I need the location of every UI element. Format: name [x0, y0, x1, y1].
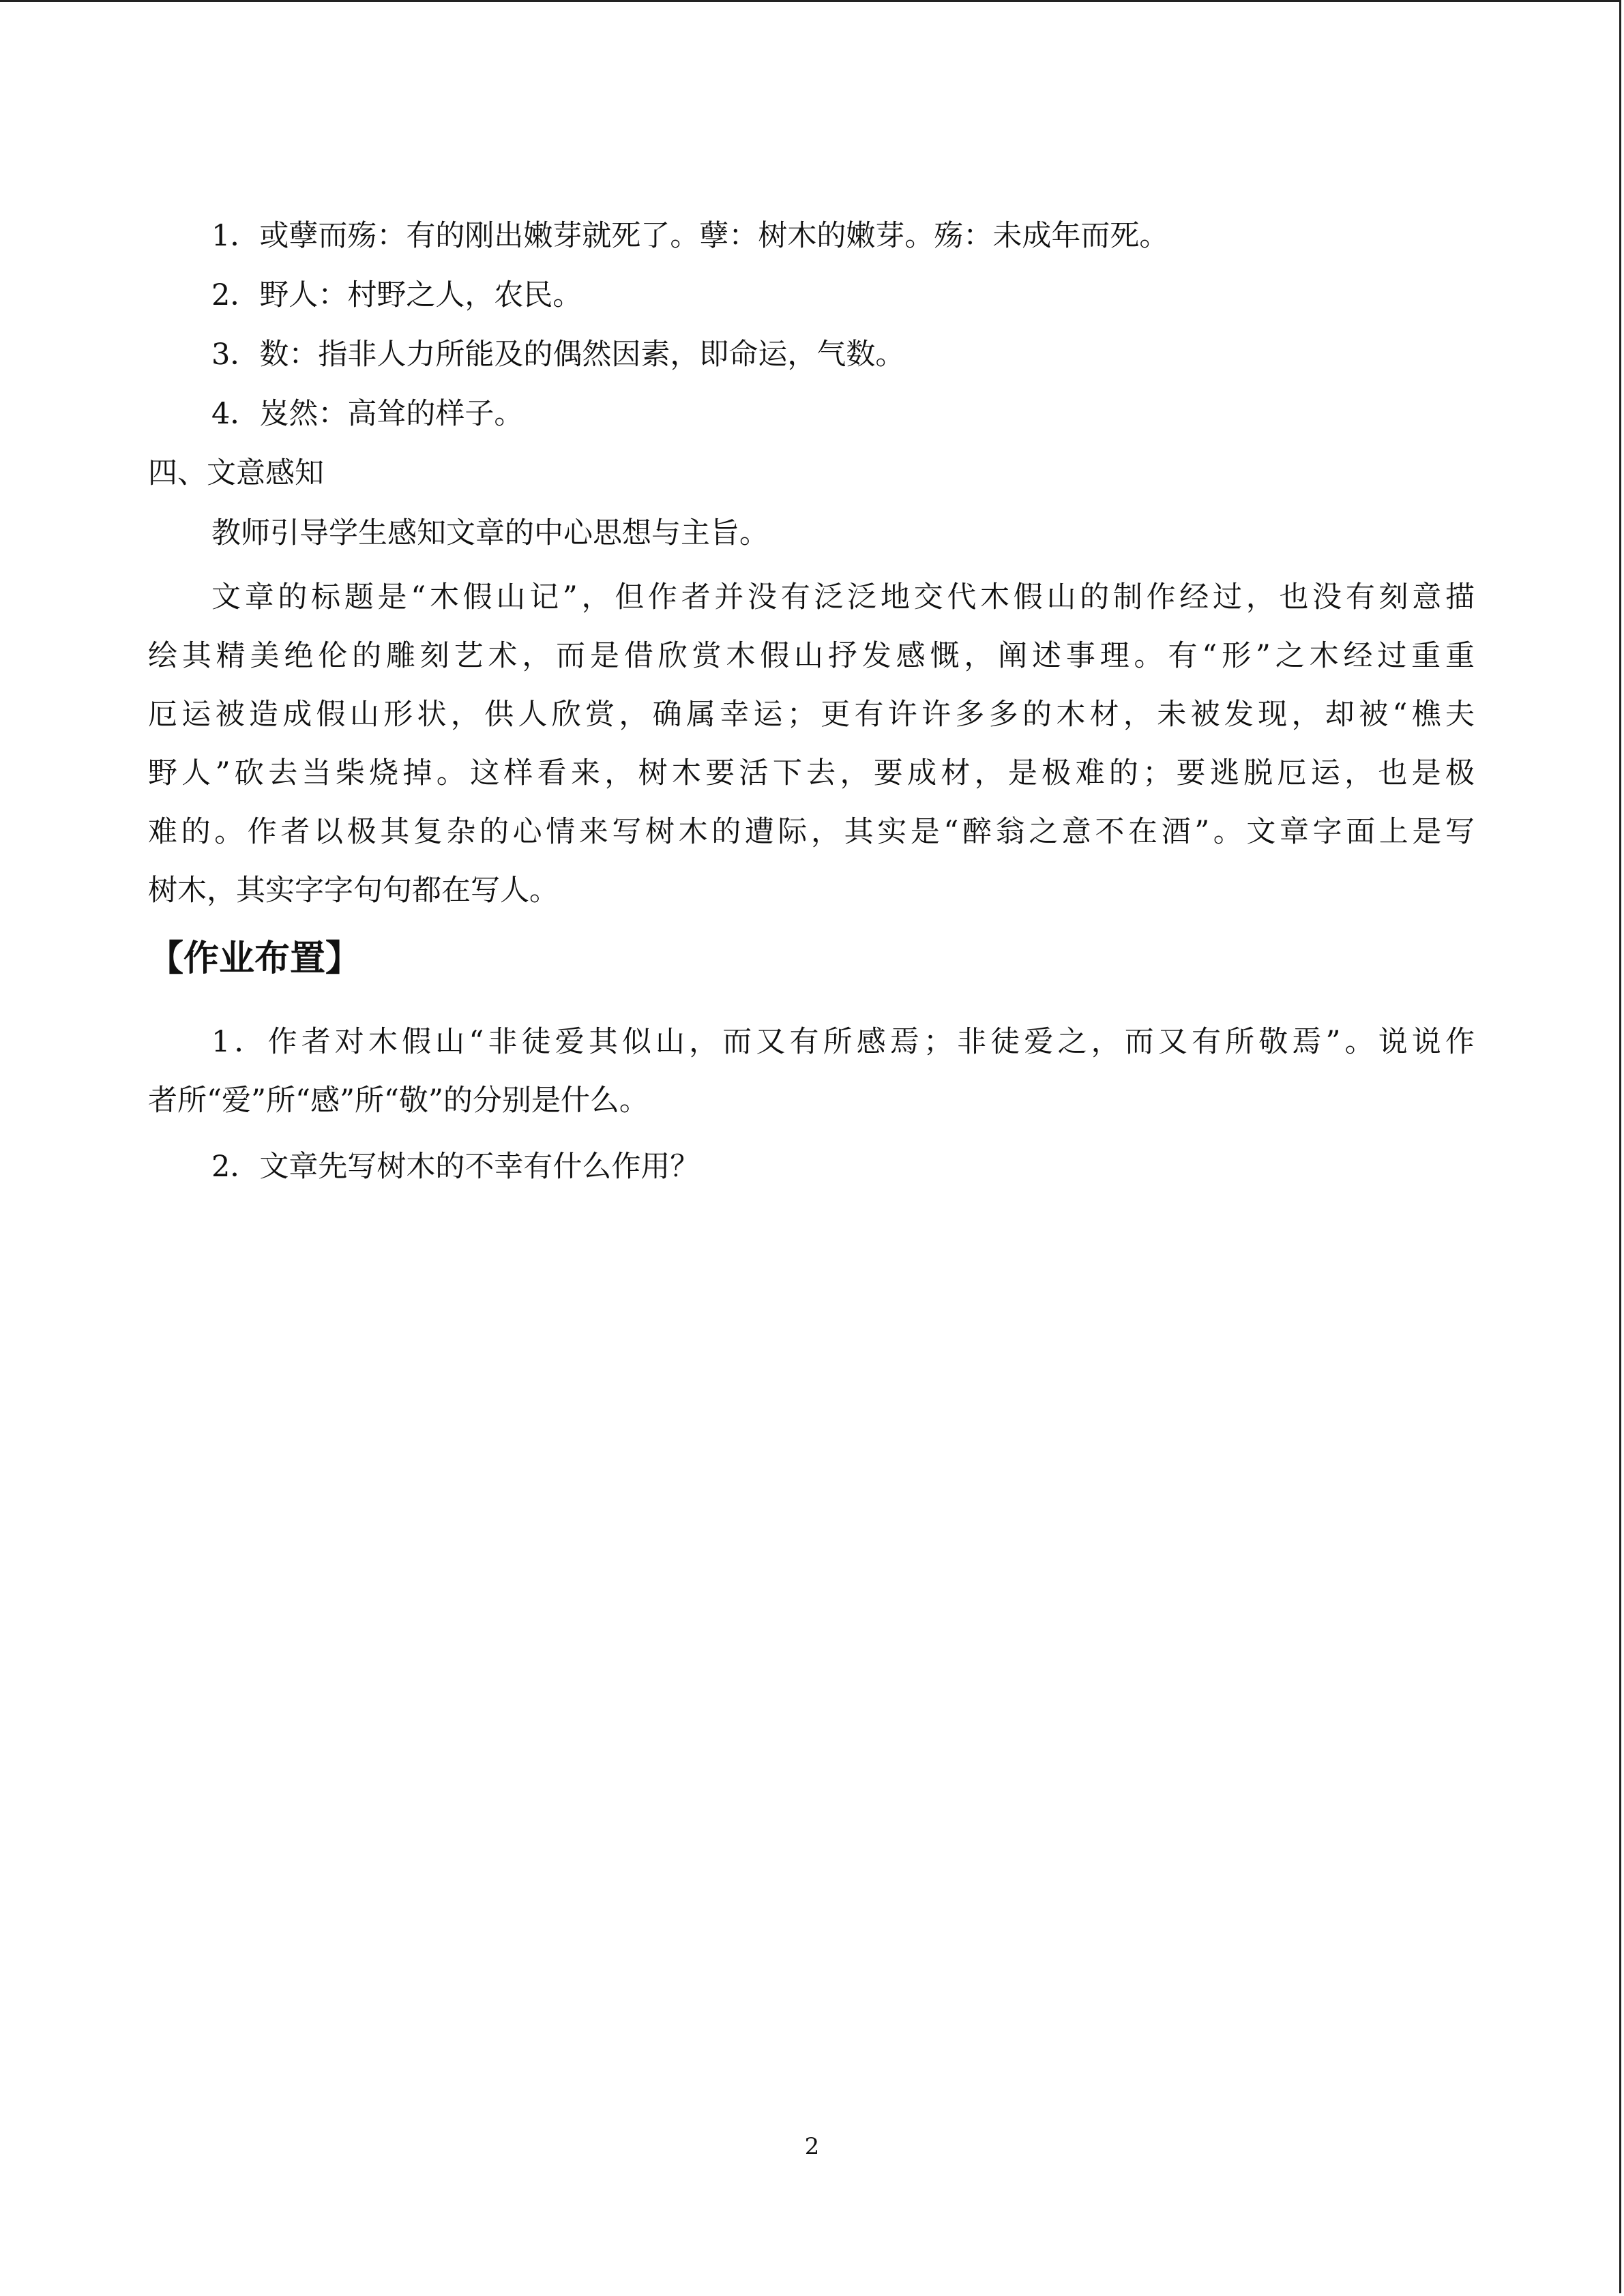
paragraph-line: 难的。作者以极其复杂的心情来写树木的遭际，其实是“醉翁之意不在酒”。文章字面上是写 [148, 815, 1475, 849]
note-1: 1．或孽而殇：有的刚出嫩芽就死了。孽：树木的嫩芽。殇：未成年而死。 [211, 219, 1169, 253]
paragraph-line: 绘其精美绝伦的雕刻艺术，而是借欣赏木假山抒发感慨，阐述事理。有“形”之木经过重重 [148, 639, 1475, 673]
paragraph-line: 文章的标题是“木假山记”，但作者并没有泛泛地交代木假山的制作经过，也没有刻意描 [211, 580, 1475, 614]
paragraph-line: 厄运被造成假山形状，供人欣赏，确属幸运；更有许许多多的木材，未被发现，却被“樵夫 [148, 698, 1475, 732]
homework-question-2: 2．文章先写树木的不幸有什么作用？ [211, 1150, 700, 1184]
homework-question-1-cont: 者所“爱”所“感”所“敬”的分别是什么。 [148, 1084, 649, 1118]
paragraph-line: 野人”砍去当柴烧掉。这样看来，树木要活下去，要成材，是极难的；要逃脱厄运，也是极 [148, 756, 1475, 790]
paragraph-line: 树木，其实字字句句都在写人。 [148, 874, 559, 908]
section-heading: 四、文意感知 [148, 456, 324, 490]
homework-question-1: 1．作者对木假山“非徒爱其似山，而又有所感焉；非徒爱之，而又有所敬焉”。说说作 [211, 1025, 1475, 1059]
section-intro: 教师引导学生感知文章的中心思想与主旨。 [211, 516, 769, 550]
page-number: 2 [804, 2133, 820, 2160]
note-4: 4．岌然：高耸的样子。 [211, 397, 524, 431]
homework-heading: 【作业布置】 [148, 938, 361, 979]
note-2: 2．野人：村野之人，农民。 [211, 278, 582, 312]
note-3: 3．数：指非人力所能及的偶然因素，即命运，气数。 [211, 338, 905, 372]
